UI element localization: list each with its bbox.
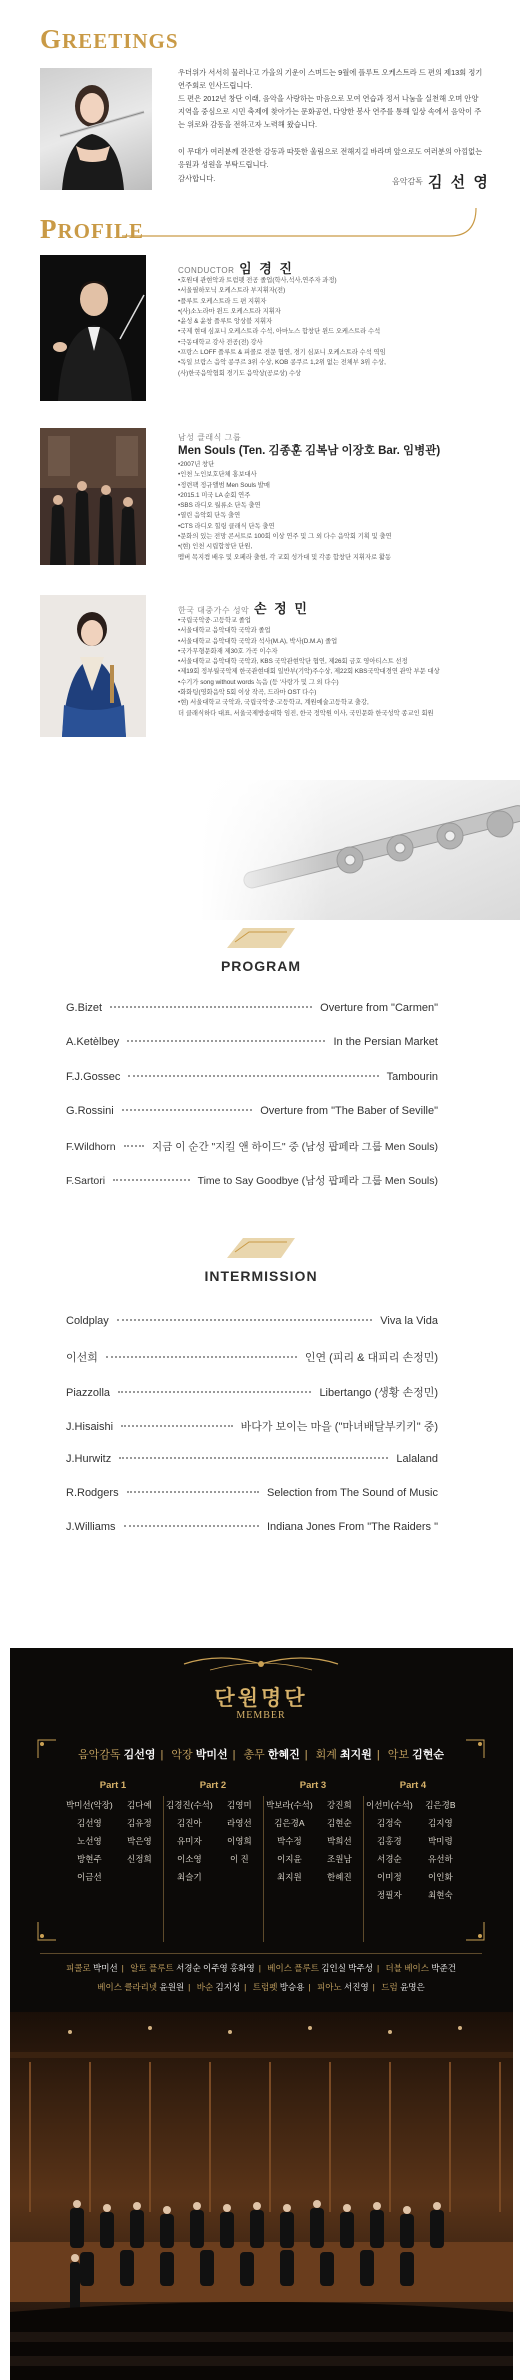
instrument-role: 베이스 플루트 [267,1963,319,1973]
member-name: 유미자 [177,1836,202,1846]
intermission-item [66,1418,438,1434]
member-name: 방현주 [77,1854,102,1864]
signature-role: 음악감독 [392,177,423,186]
part-4-title: Part 4 [399,1780,427,1791]
part-divider [363,1796,364,1942]
program-item [66,1036,438,1048]
program-work: Tambourin [386,1071,438,1083]
bio-line: •현) 서울대학교 국악과, 국립국악중·고등학교, 계원예술고등학교 출강, [178,699,369,707]
member-name [119,1868,160,1886]
bio-line: •국제 현대 심포니 오케스트라 수석, 아마노스 합창단 윈드 오케스트라 수석 [178,328,381,336]
men-souls-role: 남성 클래식 그룹 [178,433,242,442]
extras-separator: | [244,1982,247,1992]
extras-separator: | [121,1963,124,1973]
program-composer: J.Hurwitz [66,1453,112,1465]
leader-dots [118,1391,311,1393]
leader-dots [128,1075,378,1077]
greetings-heading: GREETINGS [40,24,179,54]
leader-name: 김현순 [412,1749,445,1761]
soloist-name: 손 정 민 [254,601,309,616]
greeting-paragraph-3: 이 무대가 여러분께 잔잔한 감동과 따뜻한 울림으로 전해지길 바라며 앞으로도 여러분의 아낌없는 응원과 성원을 부탁드립니다. [178,147,483,170]
program-composer: G.Rossini [66,1105,114,1117]
member-name: 김지영 [428,1818,453,1828]
member-name: 조원남 [327,1854,352,1864]
bio-line: •독일 브람스 음악 콩쿠르 3위 수상, KOB 콩쿠르 1,2위 없는 전체부 3위 수상, [178,359,386,367]
signature-name: 김 선 영 [428,174,490,191]
flute-keys-image [200,780,520,920]
leader-dots [110,1006,312,1008]
program-work: 인연 (피리 & 대피리 손정민) [304,1352,438,1364]
part-2-title: Part 2 [199,1780,227,1791]
part-2-members [166,1796,260,1886]
member-name: 김은경B [425,1800,456,1810]
leader-name: 박미선 [195,1749,228,1761]
member-name: 이지윤 [277,1854,302,1864]
part-1-title: Part 1 [99,1780,127,1791]
instrument-players: 김인실 박주성 [321,1963,373,1973]
extras-divider [40,1953,482,1954]
leader-role: 음악감독 [77,1749,121,1761]
music-director-photo [40,68,152,190]
extra-players-line-1 [40,1962,482,1974]
instrument-role: 드럼 [381,1982,398,1992]
program-work: 지금 이 순간 "지킬 앤 하이드" 중 (남성 팝페라 그룹 Men Souls) [152,1141,438,1153]
program-composer: F.J.Gossec [66,1071,121,1083]
member-title: 단원명단 [214,1687,308,1710]
conductor-name: 임 경 진 [239,261,294,276]
profile-heading: PROFILE [40,214,145,244]
member-top-ornament [180,1650,342,1678]
member-name: 이영희 [227,1836,252,1846]
member-leaders [54,1746,468,1762]
instrument-players: 서경순 이주영 홍화영 [176,1963,255,1973]
member-name: 박수정 [277,1836,302,1846]
soloist-photo [40,595,146,737]
program-composer: 이선희 [66,1352,98,1364]
instrument-players: 박미선 [93,1963,118,1973]
leader-name: 최지원 [339,1749,372,1761]
leader-dots [127,1040,325,1042]
bio-line: •제19회 정부월국악제 한국관현대회 일반부(기악)주수상, 제22회 KBS국악대경연 관악 부문 대상 [178,668,440,676]
program-work: In the Persian Market [333,1036,438,1048]
program-title: PROGRAM [220,958,302,974]
bio-line: •CTS 라디오 힐링 클래식 단독 출연 [178,522,275,530]
member-name: 김영미 [227,1800,252,1810]
bio-line: •수기가 song without words 녹음 (등 '사랑가 및 그 외 다수) [178,678,339,686]
orchestra-stage-photo [10,2012,513,2380]
program-composer: R.Rodgers [66,1487,119,1499]
member-name: 김홍경 [377,1836,402,1846]
men-souls-bio [178,460,488,563]
program-composer: Coldplay [66,1315,109,1327]
part-3-title: Part 3 [299,1780,327,1791]
bio-line: •(사)소노라마 윈드 오케스트라 지휘자 [178,307,281,315]
part-3-members [266,1796,360,1886]
leader-separator: | [160,1749,164,1761]
member-name: 이소영 [177,1854,202,1864]
program-work: Lalaland [396,1453,438,1465]
member-subtitle: MEMBER [236,1710,286,1721]
extras-separator: | [258,1963,261,1973]
bio-line: •인천 노인보호단체 홍보대사 [178,471,257,479]
leader-role: 총무 [243,1749,265,1761]
member-name: 김유정 [127,1818,152,1828]
instrument-role: 피콜로 [66,1963,91,1973]
member-name: 노선영 [77,1836,102,1846]
member-name [219,1868,260,1886]
program-work: Viva la Vida [380,1315,438,1327]
instrument-players: 윤원원 [159,1982,185,1992]
member-name: 최지원 [277,1872,302,1882]
bio-line: •윤성 & 윤창 플루트 앙상블 지휘자 [178,318,273,326]
leader-dots [124,1145,144,1147]
extras-separator: | [376,1963,380,1973]
intermission-flourish [221,1232,301,1260]
member-name: 이선미(수석) [366,1800,413,1810]
program-item [66,1105,438,1117]
program-item [66,1002,438,1014]
member-name: 유선하 [428,1854,453,1864]
profile-heading-flourish [120,204,480,244]
instrument-players: 방승용 [279,1982,305,1992]
conductor-role: CONDUCTOR [178,266,235,275]
program-composer: G.Bizet [66,1002,103,1014]
bio-line: •국립국악중·고등학교 졸업 [178,617,251,624]
member-name: 박미선(악장) [66,1800,113,1810]
leader-separator: | [232,1749,236,1761]
program-composer: J.Hisaishi [66,1421,114,1433]
program-composer: Piazzolla [66,1387,111,1399]
intermission-item [66,1453,438,1465]
leader-dots [119,1457,388,1459]
member-name: 김경진(수석) [166,1800,213,1810]
bio-line: •정련팩 정규앨범 Men Souls 발매 [178,481,270,489]
greeting-paragraph-2: 드 편은 2012년 창단 이래, 음악을 사랑하는 마음으로 모여 연습과 정서 나눔을 실천해 오며 안양 지역을 중심으로 시민 축제에 찾아가는 문화공연, 다양한 봉사 연주를 통해 일상 속에서 음악이 주는 위로와 감동을 전하고자 노력해 왔습니다. [178,94,482,130]
bio-line: •화화팅(영화음악 5회 이상 작곡, 드라마 OST 다수) [178,689,317,697]
member-name: 김선영 [77,1818,102,1828]
member-name: 박보라(수석) [266,1800,313,1810]
leader-role: 악보 [387,1749,410,1761]
bio-line: •열린 음악회 단독 출연 [178,512,241,520]
conductor-photo [40,255,146,401]
conductor-role-line [178,258,294,277]
instrument-role: 트럼펫 [252,1982,278,1992]
program-work: Overture from "Carmen" [320,1002,438,1014]
greeting-paragraph-4: 감사합니다. [178,174,216,183]
bio-line: •극동대학교 강사 전공(전) 강사 [178,338,263,346]
part-4-members [366,1796,462,1904]
program-item [66,1071,438,1083]
member-name: 강진희 [327,1800,352,1810]
leader-dots [121,1425,233,1427]
leader-dots [117,1319,372,1321]
member-name: 라영선 [227,1818,252,1828]
corner-ornament [36,1920,58,1942]
instrument-role: 더블 베이스 [385,1963,429,1973]
instrument-role: 베이스 클라리넷 [97,1982,158,1992]
corner-ornament [464,1920,486,1942]
bio-line: •호원대 관현악과 트럼펫 전공 졸업(학사,석사,연주자 과정) [178,277,337,284]
program-composer: A.Ketèlbey [66,1036,120,1048]
bio-line: •플루트 오케스트라 드 편 지휘자 [178,297,267,305]
bio-line: •문화의 있는 전망 콘서트로 100회 이상 연주 및 그 외 다수 음악회 기획 및 출연 [178,533,392,541]
program-flourish [221,922,301,950]
instrument-players: 김지성 [215,1982,241,1992]
extras-separator: | [308,1982,311,1992]
member-name: 김진아 [177,1818,202,1828]
intermission-item [66,1349,438,1365]
leader-role: 악장 [171,1749,193,1761]
part-1-members [66,1796,160,1886]
program-work: Selection from The Sound of Music [267,1487,438,1499]
member-name: 김정숙 [377,1818,402,1828]
extras-separator: | [188,1982,191,1992]
member-name: 최슬기 [177,1872,202,1882]
intermission-item [66,1521,438,1533]
member-name: 이인화 [428,1872,453,1882]
bio-line: •(현) 인천 시립합창단 단원, [178,543,253,551]
instrument-role: 바순 [196,1982,214,1992]
bio-line: •프랑스 LOFF 플루트 & 피콜로 전문 협연, 경기 심포니 오케스트라 수석 역임 [178,349,386,357]
instrument-role: 알토 플루트 [130,1963,174,1973]
program-work: Libertango (생황 손정민) [319,1387,438,1399]
extra-players-line-2 [40,1981,482,1993]
extras-separator: | [372,1982,375,1992]
leader-role: 회계 [315,1749,337,1761]
part-divider [163,1796,164,1942]
leader-dots [113,1179,189,1181]
program-item [66,1173,438,1188]
bio-line: 멤버 목지켬 배우 및 오페라 출현, 각 교회 성가대 및 각종 합창단 지휘자로 활동 [178,553,392,561]
intermission-item [66,1315,438,1327]
intermission-item [66,1384,438,1400]
bio-line: (사)한국음악협회 경기도 음악상(공로상) 수상 [178,369,302,377]
leader-dots [124,1525,259,1527]
instrument-players: 박준건 [431,1963,456,1973]
bio-line: •서울대학교 음악대학 국악과, KBS 국악관현악단 협연, 제26회 금호 영아티스트 선정 [178,658,408,666]
bio-line: •서울대학교 음악대학 국악과 석사(M.A), 박사(D.M.A) 졸업 [178,637,338,645]
program-work: Time to Say Goodbye (남성 팝페라 그룹 Men Souls) [197,1175,438,1187]
intermission-title: INTERMISSION [204,1268,318,1284]
member-name: 박은영 [127,1836,152,1846]
program-work: Indiana Jones From "The Raiders " [266,1521,438,1533]
member-name: 김다예 [127,1800,152,1810]
leader-separator: | [304,1749,308,1761]
bio-line: •2007년 창단 [178,461,215,468]
member-name: 한혜진 [327,1872,352,1882]
leader-dots [127,1491,259,1493]
program-composer: F.Wildhorn [66,1141,116,1153]
men-souls-photo [40,428,146,565]
soloist-role: 한국 대중가수 성악 [178,606,250,615]
bio-line: •2015.1 미국 LA 순회 연주 [178,491,251,499]
leader-name: 한혜진 [267,1749,300,1761]
bio-line: •서울대학교 음악대학 국악과 졸업 [178,627,271,635]
program-work: Overture from "The Baber of Seville" [260,1105,438,1117]
instrument-players: 윤명은 [400,1982,425,1992]
member-name: 이 진 [229,1854,249,1864]
leader-dots [122,1109,253,1111]
part-divider [263,1796,264,1942]
member-name: 최현숙 [428,1890,453,1900]
bio-line: •서울필하모닉 오케스트라 부지휘자(전) [178,287,286,295]
greeting-paragraph-1: 우더위가 서서히 물러나고 가을의 기운이 스며드는 9월에 플루트 오케스트라 드 편의 제13회 정기연주회로 인사드립니다. [178,68,483,91]
leader-separator: | [376,1749,380,1761]
instrument-role: 피아노 [317,1982,342,1992]
leader-name: 김선영 [123,1749,156,1761]
member-name: 신정희 [127,1854,152,1864]
member-name: 이미정 [377,1872,402,1882]
program-work: 바다가 보이는 마을 ("마녀배달부키키" 중) [240,1421,438,1433]
member-name: 김현순 [327,1818,352,1828]
member-name: 이금선 [77,1872,102,1882]
soloist-role-line [178,598,309,617]
program-item [66,1139,438,1154]
member-name: 박희선 [327,1836,352,1846]
conductor-bio [178,276,488,379]
member-name: 박미령 [428,1836,453,1846]
leader-dots [106,1356,297,1358]
intermission-item [66,1487,438,1499]
member-name: 김은경A [274,1818,305,1828]
men-souls-name: Men Souls (Ten. 김종훈 김복남 이장호 Bar. 임병관) [178,445,441,457]
instrument-players: 서진영 [344,1982,369,1992]
member-name: 정필자 [377,1890,402,1900]
soloist-bio [178,616,488,719]
bio-line: 더 클래식하다 대표, 서울국제방송대학 임진, 한국 정악원 이사, 국민문화 한국성악 종교인 회원 [178,709,434,717]
program-composer: J.Williams [66,1521,116,1533]
program-composer: F.Sartori [66,1175,106,1187]
member-name: 서경순 [377,1854,402,1864]
bio-line: •SBS 라디오 월류소 단독 출연 [178,502,261,510]
bio-line: •국가무형문화재 제30호 가곡 이수자 [178,647,278,655]
